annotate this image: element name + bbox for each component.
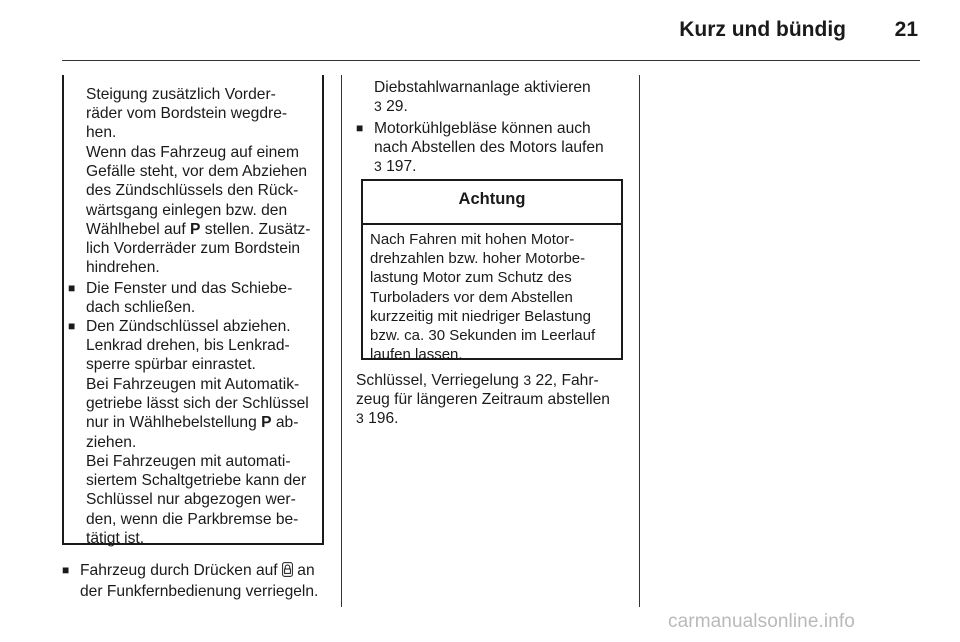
text-line — [80, 561, 318, 582]
page-reference-icon: 3 — [374, 98, 382, 115]
text-line — [374, 97, 591, 116]
warning-divider — [363, 223, 621, 225]
text-line: hindrehen. — [86, 259, 160, 277]
text-line: lich Vorderräder zum Bordstein — [86, 240, 301, 258]
text-line: Steigung zusätzlich Vorder- — [86, 86, 276, 103]
text-line: laufen lassen. — [370, 346, 463, 364]
page-reference: 197. — [381, 158, 417, 176]
text-line: Motorkühlgebläse können auch — [374, 120, 591, 137]
text-fragment: ab- — [271, 414, 299, 432]
box-paragraph-2 — [86, 143, 311, 277]
text-line: getriebe lässt sich der Schlüssel — [86, 395, 309, 413]
page-reference: 29. — [381, 98, 408, 116]
text-line: tätigt ist. — [86, 529, 145, 547]
page-number: 21 — [894, 18, 918, 41]
manual-note — [86, 452, 306, 548]
text-line: Diebstahlwarnanlage aktivieren — [374, 79, 591, 96]
text-fragment: stellen. Zusätz- — [200, 220, 311, 238]
text-line: drehzahlen bzw. hoher Motorbe- — [370, 250, 586, 268]
automatic-note — [86, 375, 309, 452]
bullet-key — [86, 317, 291, 375]
header-divider — [62, 60, 920, 61]
text-line: Die Fenster und das Schiebe- — [86, 280, 293, 297]
page-reference-icon: 3 — [356, 410, 364, 427]
text-line — [86, 220, 311, 239]
text-line: Bei Fahrzeugen mit Automatik- — [86, 376, 300, 393]
page-reference: 22, Fahr- — [531, 372, 599, 389]
gear-position-p: P — [190, 220, 201, 238]
text-line: hen. — [86, 124, 117, 142]
square-bullet-icon: ■ — [62, 563, 70, 577]
text-line — [86, 413, 309, 432]
text-line: nach Abstellen des Motors laufen — [374, 139, 604, 157]
lock-button-icon — [282, 562, 293, 582]
page-reference-icon: 3 — [523, 372, 532, 388]
text-line: räder vom Bordstein wegdre- — [86, 105, 288, 123]
text-line: Bei Fahrzeugen mit automati- — [86, 453, 291, 470]
square-bullet-icon: ■ — [356, 121, 364, 135]
text-line — [356, 371, 610, 390]
text-fragment: Fahrzeug durch Drücken auf — [80, 562, 282, 579]
text-line: der Funkfernbedienung verriegeln. — [80, 583, 319, 601]
text-line — [356, 409, 610, 428]
section-title: Kurz und bündig — [679, 18, 846, 41]
text-line: ziehen. — [86, 433, 137, 451]
text-line: Lenkrad drehen, bis Lenkrad- — [86, 337, 290, 355]
text-line — [374, 157, 604, 176]
column-divider-2 — [639, 75, 640, 607]
text-line: den, wenn die Parkbremse be- — [86, 510, 299, 528]
bullet-fan — [374, 119, 604, 177]
text-line: siertem Schaltgetriebe kann der — [86, 472, 307, 490]
text-line: Turboladers vor dem Abstellen — [370, 288, 573, 306]
text-fragment: Wählhebel auf — [86, 220, 191, 238]
page-reference: 196. — [363, 410, 399, 428]
theft-alarm-text — [374, 78, 591, 116]
text-line: Schlüssel nur abgezogen wer- — [86, 491, 296, 509]
text-line: Wenn das Fahrzeug auf einem — [86, 144, 299, 161]
bullet-windows — [86, 279, 292, 317]
text-line: zeug für längeren Zeitraum abstellen — [356, 391, 610, 409]
text-line: kurzzeitig mit niedriger Belastung — [370, 307, 591, 325]
box-paragraph-1 — [86, 85, 287, 143]
text-line: lastung Motor zum Schutz des — [370, 269, 572, 287]
gear-position-p: P — [261, 414, 272, 432]
square-bullet-icon: ■ — [68, 281, 76, 295]
warning-title: Achtung — [458, 190, 526, 208]
text-fragment: nur in Wählhebelstellung — [86, 414, 262, 432]
text-fragment: Schlüssel, Verriegelung — [356, 372, 524, 389]
cross-references — [356, 371, 610, 429]
text-line: Nach Fahren mit hohen Motor- — [370, 231, 575, 248]
text-line: dach schließen. — [86, 299, 196, 317]
text-line: wärtsgang einlegen bzw. den — [86, 201, 288, 219]
bullet-lock — [80, 561, 318, 601]
text-line: Den Zündschlüssel abziehen. — [86, 318, 291, 335]
page-reference-icon: 3 — [374, 158, 382, 175]
warning-box — [361, 179, 623, 364]
warning-text — [370, 230, 595, 364]
text-line: des Zündschlüssels den Rück- — [86, 182, 299, 200]
watermark: carmanualsonline.info — [668, 611, 855, 632]
text-fragment: an — [292, 562, 315, 579]
square-bullet-icon: ■ — [68, 319, 76, 333]
column-divider-1 — [341, 75, 342, 607]
text-line: bzw. ca. 30 Sekunden im Leerlauf — [370, 327, 596, 345]
text-line: Gefälle steht, vor dem Abziehen — [86, 163, 308, 181]
text-line: sperre spürbar einrastet. — [86, 356, 256, 374]
